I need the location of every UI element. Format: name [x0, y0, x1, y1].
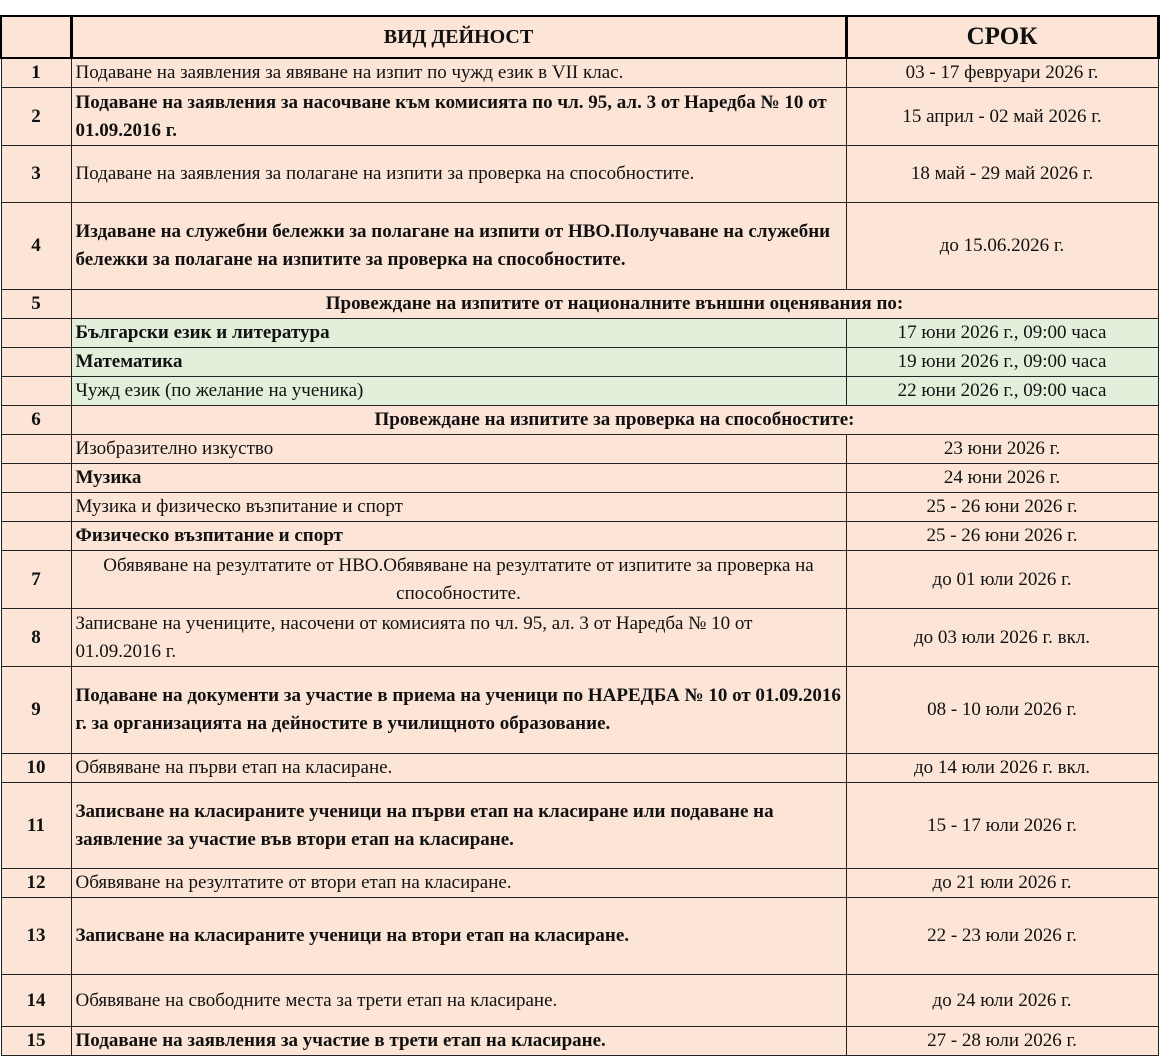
row-deadline: до 14 юли 2026 г. вкл.: [846, 754, 1158, 783]
row-number: 4: [1, 203, 71, 290]
row-activity: Записване на учениците, насочени от комисията по чл. 95, ал. 3 от Наредба № 10 от 01.09.2016 г.: [71, 609, 846, 667]
row-number: 12: [1, 869, 71, 898]
row-number: 14: [1, 975, 71, 1027]
header-activity: ВИД ДЕЙНОСТ: [71, 16, 846, 58]
table-row: [1, 464, 1158, 493]
row-number: [1, 522, 71, 551]
row-number: 7: [1, 551, 71, 609]
row-activity: Чужд език (по желание на ученика): [71, 377, 846, 406]
row-deadline: до 03 юли 2026 г. вкл.: [846, 609, 1158, 667]
table-row: [1, 754, 1158, 783]
row-deadline: 18 май - 29 май 2026 г.: [846, 146, 1158, 203]
row-deadline: 22 - 23 юли 2026 г.: [846, 898, 1158, 975]
row-number: 13: [1, 898, 71, 975]
table-row: [1, 348, 1158, 377]
table-row: [1, 609, 1158, 667]
row-activity: Подаване на документи за участие в приема на ученици по НАРЕДБА № 10 от 01.09.2016 г. за организацията на дейностите в училищното образование.: [71, 667, 846, 754]
table-row: [1, 319, 1158, 348]
row-number: 11: [1, 783, 71, 869]
row-activity: Записване на класираните ученици на първи етап на класиране или подаване на заявление за участие във втори етап на класиране.: [71, 783, 846, 869]
header-deadline: СРОК: [846, 16, 1158, 58]
row-activity: Обявяване на резултатите от НВО.Обявяване на резултатите от изпитите за проверка на способностите.: [71, 551, 846, 609]
table-row: [1, 203, 1158, 290]
row-deadline: 15 април - 02 май 2026 г.: [846, 88, 1158, 146]
row-activity: Обявяване на първи етап на класиране.: [71, 754, 846, 783]
table-row: [1, 522, 1158, 551]
row-number: 15: [1, 1027, 71, 1056]
row-number: [1, 464, 71, 493]
row-number: 5: [1, 290, 71, 319]
row-deadline: 23 юни 2026 г.: [846, 435, 1158, 464]
row-activity: Обявяване на резултатите от втори етап на класиране.: [71, 869, 846, 898]
row-activity: Издаване на служебни бележки за полагане на изпити от НВО.Получаване на служебни бележки за полагане на изпитите за проверка на способностите.: [71, 203, 846, 290]
row-activity: Подаване на заявления за явяване на изпит по чужд език в VII клас.: [71, 58, 846, 88]
header-row: [1, 16, 1158, 58]
row-deadline: до 24 юли 2026 г.: [846, 975, 1158, 1027]
section-row: [1, 290, 1158, 319]
row-number: 1: [1, 58, 71, 88]
row-deadline: 22 юни 2026 г., 09:00 часа: [846, 377, 1158, 406]
section-heading: Провеждане на изпитите от националните външни оценявания по:: [71, 290, 1158, 319]
table-row: [1, 667, 1158, 754]
row-deadline: 08 - 10 юли 2026 г.: [846, 667, 1158, 754]
row-number: 3: [1, 146, 71, 203]
header-number-cell: [1, 16, 71, 58]
table-row: [1, 975, 1158, 1027]
table-row: [1, 869, 1158, 898]
row-number: 2: [1, 88, 71, 146]
row-deadline: до 01 юли 2026 г.: [846, 551, 1158, 609]
row-activity: Записване на класираните ученици на втори етап на класиране.: [71, 898, 846, 975]
row-deadline: 15 - 17 юли 2026 г.: [846, 783, 1158, 869]
table-row: [1, 783, 1158, 869]
table-row: [1, 898, 1158, 975]
row-deadline: 24 юни 2026 г.: [846, 464, 1158, 493]
row-deadline: 25 - 26 юни 2026 г.: [846, 493, 1158, 522]
row-activity: Подаване на заявления за участие в трети етап на класиране.: [71, 1027, 846, 1056]
row-activity: Изобразително изкуство: [71, 435, 846, 464]
row-number: 10: [1, 754, 71, 783]
table-row: [1, 1027, 1158, 1056]
row-number: 8: [1, 609, 71, 667]
row-activity: Музика: [71, 464, 846, 493]
table-row: [1, 88, 1158, 146]
row-deadline: 25 - 26 юни 2026 г.: [846, 522, 1158, 551]
table-row: [1, 58, 1158, 88]
row-number: [1, 493, 71, 522]
row-number: [1, 348, 71, 377]
row-activity: Физическо възпитание и спорт: [71, 522, 846, 551]
row-deadline: до 21 юли 2026 г.: [846, 869, 1158, 898]
row-number: [1, 435, 71, 464]
row-number: 6: [1, 406, 71, 435]
row-activity: Обявяване на свободните места за трети етап на класиране.: [71, 975, 846, 1027]
row-number: [1, 377, 71, 406]
table-row: [1, 551, 1158, 609]
table-row: [1, 146, 1158, 203]
schedule-table: [0, 15, 1160, 1056]
row-deadline: 27 - 28 юли 2026 г.: [846, 1027, 1158, 1056]
row-activity: Подаване на заявления за насочване към комисията по чл. 95, ал. 3 от Наредба № 10 от 01.09.2016 г.: [71, 88, 846, 146]
row-activity: Математика: [71, 348, 846, 377]
row-deadline: 17 юни 2026 г., 09:00 часа: [846, 319, 1158, 348]
table-row: [1, 493, 1158, 522]
row-deadline: 03 - 17 февруари 2026 г.: [846, 58, 1158, 88]
table-row: [1, 435, 1158, 464]
row-activity: Подаване на заявления за полагане на изпити за проверка на способностите.: [71, 146, 846, 203]
row-deadline: 19 юни 2026 г., 09:00 часа: [846, 348, 1158, 377]
row-activity: Български език и литература: [71, 319, 846, 348]
row-deadline: до 15.06.2026 г.: [846, 203, 1158, 290]
row-number: [1, 319, 71, 348]
row-activity: Музика и физическо възпитание и спорт: [71, 493, 846, 522]
table-row: [1, 377, 1158, 406]
section-row: [1, 406, 1158, 435]
row-number: 9: [1, 667, 71, 754]
section-heading: Провеждане на изпитите за проверка на способностите:: [71, 406, 1158, 435]
